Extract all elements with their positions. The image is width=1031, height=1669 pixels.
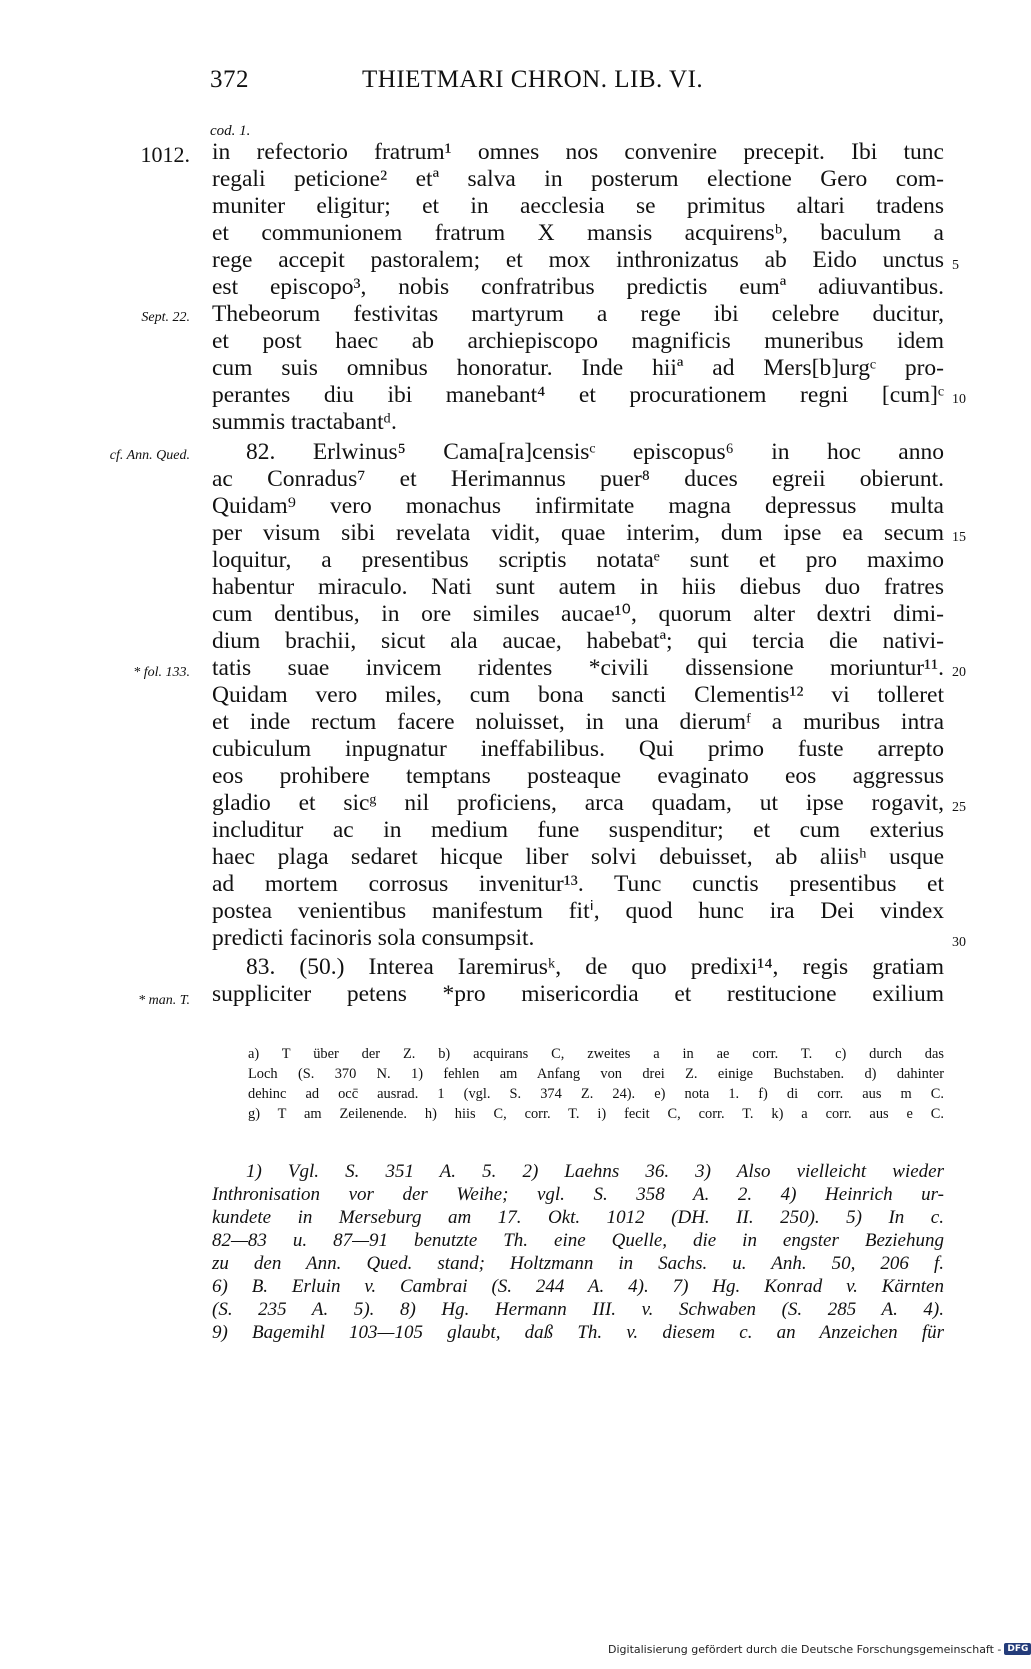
text-line: 83. (50.) Interea Iaremirusᵏ, de quo predixi¹⁴, regis gratiam bbox=[246, 954, 944, 980]
text-line: summis tractabantᵈ. bbox=[212, 409, 397, 435]
running-title: THIETMARI CHRON. LIB. VI. bbox=[362, 66, 704, 93]
text-line: et communionem fratrum X mansis acquirensᵇ, baculum a bbox=[212, 220, 944, 246]
text-line: in refectorio fratrum¹ omnes nos convenire precepit. Ibi tunc bbox=[212, 139, 944, 165]
credit-text: Digitalisierung gefördert durch die Deutsche Forschungsgemeinschaft - bbox=[608, 1642, 1002, 1656]
text-line: postea venientibus manifestum fitⁱ, quod hunc ira Dei vindex bbox=[212, 898, 944, 924]
text-line: Thebeorum festivitas martyrum a rege ibi celebre ducitur, bbox=[212, 301, 944, 327]
footnote-line: 82—83 u. 87—91 benutzte Th. eine Quelle, die in engster Beziehung bbox=[212, 1230, 944, 1251]
text-line: et post haec ab archiepiscopo magnificis muneribus idem bbox=[212, 328, 944, 354]
line-number: 30 bbox=[952, 935, 966, 950]
line-number: 15 bbox=[952, 530, 966, 545]
footnote-line: 6) B. Erluin v. Cambrai (S. 244 A. 4). 7) Hg. Konrad v. Kärnten bbox=[212, 1276, 944, 1297]
text-line: cum suis omnibus honoratur. Inde hiiª ad Mers[b]urgᶜ pro- bbox=[212, 355, 944, 381]
margin-folio: * fol. 133. bbox=[133, 665, 190, 680]
footnote-line: 9) Bagemihl 103—105 glaubt, daß Th. v. diesem c. an Anzeichen für bbox=[212, 1322, 944, 1343]
margin-date: Sept. 22. bbox=[141, 310, 190, 325]
footnote-line: kundete in Merseburg am 17. Okt. 1012 (DH. II. 250). 5) In c. bbox=[212, 1207, 944, 1228]
text-line: ad mortem corrosus invenitur¹³. Tunc cunctis presentibus et bbox=[212, 871, 944, 897]
text-line: ac Conradus⁷ et Herimannus puer⁸ duces egreii obierunt. bbox=[212, 466, 944, 492]
margin-year: 1012. bbox=[140, 142, 190, 167]
line-number: 5 bbox=[952, 258, 959, 273]
text-line: Quidam⁹ vero monachus infirmitate magna depressus multa bbox=[212, 493, 944, 519]
text-line: rege accepit pastoralem; et mox inthronizatus ab Eido unctus bbox=[212, 247, 944, 273]
footnote-line: Inthronisation vor der Weihe; vgl. S. 358 A. 2. 4) Heinrich ur- bbox=[212, 1184, 944, 1205]
text-line: 82. Erlwinus⁵ Cama[ra]censisᶜ episcopus⁶ in hoc anno bbox=[246, 439, 944, 465]
text-line: per visum sibi revelata vidit, quae interim, dum ipse ea secum bbox=[212, 520, 944, 546]
text-line: gladio et sicᵍ nil proficiens, arca quadam, ut ipse rogavit, bbox=[212, 790, 944, 816]
running-head bbox=[210, 66, 770, 106]
text-line: est episcopo³, nobis confratribus predictis eumª adiuvantibus. bbox=[212, 274, 944, 300]
apparatus-line: Loch (S. 370 N. 1) fehlen am Anfang von drei Z. einige Buchstaben. d) dahinter bbox=[248, 1066, 944, 1082]
line-number: 10 bbox=[952, 392, 966, 407]
text-line: regali peticione² etª salva in posterum electione Gero com- bbox=[212, 166, 944, 192]
footnote-line: (S. 235 A. 5). 8) Hg. Hermann III. v. Schwaben (S. 285 A. 4). bbox=[212, 1299, 944, 1320]
text-line: habentur miraculo. Nati sunt autem in hiis diebus duo fratres bbox=[212, 574, 944, 600]
margin-source: cf. Ann. Qued. bbox=[109, 448, 190, 463]
text-line: et inde rectum facere noluisset, in una dierumᶠ a muribus intra bbox=[212, 709, 944, 735]
text-line: includitur ac in medium fune suspenditur; et cum exterius bbox=[212, 817, 944, 843]
text-line: predicti facinoris sola consumpsit. bbox=[212, 925, 535, 951]
apparatus-line: dehinc ad occ̄ ausrad. 1 (vgl. S. 374 Z. 24). e) nota 1. f) di corr. aus m C. bbox=[248, 1086, 944, 1102]
text-line: Quidam vero miles, cum bona sancti Clementis¹² vi tolleret bbox=[212, 682, 944, 708]
text-line: tatis suae invicem ridentes *civili dissensione moriuntur¹¹. bbox=[212, 655, 944, 681]
apparatus-line: g) T am Zeilenende. h) hiis C, corr. T. i) fecit C, corr. T. k) a corr. aus e C. bbox=[248, 1106, 944, 1122]
footnote-line: 1) Vgl. S. 351 A. 5. 2) Laehns 36. 3) Also vielleicht wieder bbox=[246, 1161, 944, 1182]
text-line: perantes diu ibi manebant⁴ et procurationem regni [cum]ᶜ bbox=[212, 382, 944, 408]
codex-note: cod. 1. bbox=[210, 123, 251, 139]
footnote-line: zu den Ann. Qued. stand; Holtzmann in Sachs. u. Anh. 50, 206 f. bbox=[212, 1253, 944, 1274]
line-number: 25 bbox=[952, 800, 966, 815]
dfg-logo: DFG bbox=[1004, 1643, 1031, 1655]
text-line: dium brachii, sicut ala aucae, habebatª; qui tercia die nativi- bbox=[212, 628, 944, 654]
digitization-credit bbox=[608, 1641, 1031, 1657]
text-line: suppliciter petens *pro misericordia et restitucione exilium bbox=[212, 981, 944, 1007]
margin-manuscript: * man. T. bbox=[138, 993, 190, 1008]
line-number: 20 bbox=[952, 665, 966, 680]
apparatus-line: a) T über der Z. b) acquirans C, zweites a in ae corr. T. c) durch das bbox=[248, 1046, 944, 1062]
text-line: cum dentibus, in ore similes aucae¹⁰, quorum alter dextri dimi- bbox=[212, 601, 944, 627]
text-line: haec plaga sedaret hicque liber solvi debuisset, ab aliisʰ usque bbox=[212, 844, 944, 870]
text-line: loquitur, a presentibus scriptis notataᵉ sunt et pro maximo bbox=[212, 547, 944, 573]
page-number: 372 bbox=[210, 66, 249, 93]
text-line: cubiculum inpugnatur ineffabilibus. Qui primo fuste arrepto bbox=[212, 736, 944, 762]
text-line: eos prohibere temptans posteaque evaginato eos aggressus bbox=[212, 763, 944, 789]
text-line: muniter eligitur; et in aecclesia se primitus altari tradens bbox=[212, 193, 944, 219]
